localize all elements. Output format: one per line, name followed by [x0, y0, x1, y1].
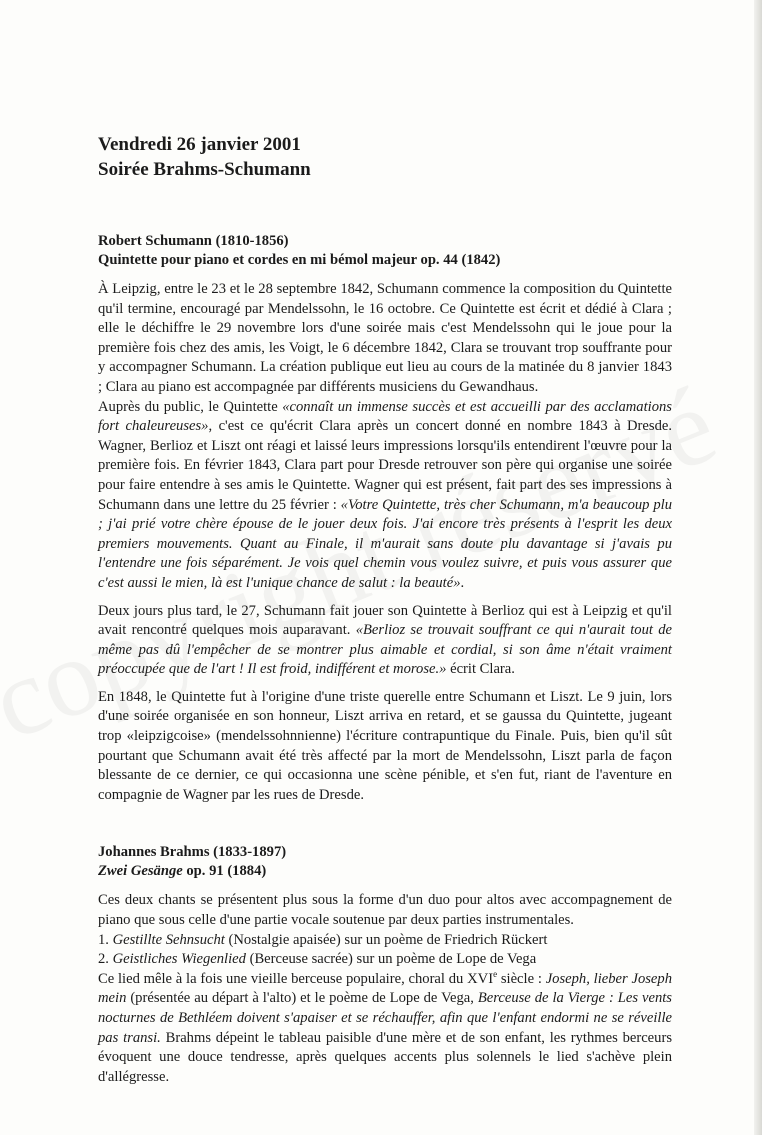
brahms-paragraph-1: Ces deux chants se présentent plus sous la forme d'un duo pour altos avec accompagnement de piano que sous celle d'une partie vocale soutenue par deux parties instrumentales.	[98, 892, 672, 929]
brahms-paragraph-2	[98, 970, 672, 1088]
brahms-section	[98, 843, 672, 1087]
quote-clara-berlioz: «Berlioz se trouvait souffrant ce qui n'aurait tout de même pas dû l'empêcher de se montrer plus aimable et cordial, si son âme n'était vraiment préoccupée que de l'art ! Il est froid, indifférent et morose.»	[98, 622, 672, 678]
schumann-section	[98, 232, 672, 805]
list-item	[98, 931, 672, 951]
page-edge	[754, 0, 762, 1135]
century-superscript: e	[493, 968, 498, 979]
list-number: 2.	[98, 951, 113, 968]
text-run: , c'est ce qu'écrit Clara après un concert donné en nombre 1843 à Dresde. Wagner, Berlioz et Liszt ont réagi et laissé leurs impressions lorsqu'ils entendirent l'œuvre pour la première fois. En février 1843, Clara part pour Dresde retrouver son père qui organise une soirée pour faire entendre à ses amis le Quintette. Wagner qui est présent, fait part des ses impressions à Schumann dans une lettre du 25 février :	[98, 418, 672, 513]
work-title: Zwei Gesänge	[98, 863, 183, 880]
program-notes	[98, 132, 672, 1087]
quote-clara: «connaît un immense succès et est accueilli par des acclamations fort chaleureuses»	[98, 398, 672, 435]
text-run: Auprès du public, le Quintette	[98, 398, 283, 415]
text-run: écrit Clara.	[446, 661, 515, 678]
text-run: Brahms dépeint le tableau paisible d'une mère et de son enfant, les rythmes berceurs évoquent une douce tendresse, après quelques accents plus solennels le lied s'achève plein d'allégresse.	[98, 1029, 672, 1085]
schumann-paragraph-4: En 1848, le Quintette fut à l'origine d'une triste querelle entre Schumann et Liszt. Le 9 juin, lors d'une soirée organisée en son honneur, Liszt arriva en retard, et se gaussa du Quintette, jugeant trop «leipzigcoise» (mendelssohnnienne) l'écriture contrapuntique du Finale. Puis, bien qu'il sût pourtant que Schumann avait été très affecté par la mort de Mendelssohn, Liszt parla de façon blessante de ce dernier, ce qui occasionna une scène pénible, et s'en fut, riant de l'aventure en compagnie de Wagner par les rues de Dresde.	[98, 688, 672, 803]
schumann-paragraph-2	[98, 398, 672, 594]
text-run: (présentée au départ à l'alto) et le poème de Lope de Vega,	[126, 990, 478, 1007]
list-number: 1.	[98, 931, 113, 948]
concert-date: Vendredi 26 janvier 2001	[98, 134, 301, 155]
quote-wagner: «Votre Quintette, très cher Schumann, m'a beaucoup plu ; j'ai prié votre chère épouse de le jouer deux fois. J'ai encore très présents à l'esprit les deux premiers mouvements. Quant au Finale, il m'aurait sans doute plu davantage si j'avais pu l'entendre une fois séparément. Je vois quel chemin vous voulez suivre, et puis vous assurer que c'est aussi le mien, là est l'unique chance de salut : la beauté»	[98, 496, 672, 591]
schumann-work-heading: Quintette pour piano et cordes en mi bémol majeur op. 44 (1842)	[98, 252, 501, 268]
concert-title: Soirée Brahms-Schumann	[98, 159, 311, 180]
song-title: Geistliches Wiegenlied	[112, 951, 246, 968]
schumann-paragraph-3	[98, 602, 672, 680]
choral-title: Joseph, lieber Joseph mein	[98, 970, 672, 1007]
text-run: .	[460, 574, 465, 591]
poem-quote: Berceuse de la Vierge : Les vents nocturnes de Bethléem doivent s'apaiser et se réchauffer, afin que l'enfant endormi ne se réveille pas transi.	[98, 990, 672, 1046]
text-run: (Nostalgie apaisée) sur un poème de Friedrich Rückert	[224, 931, 548, 948]
text-run: Deux jours plus tard, le 27, Schumann fait jouer son Quintette à Berlioz qui est à Leipzig et qu'il avait rencontré quelques mois auparavant.	[98, 602, 672, 639]
text-run: siècle :	[497, 970, 546, 987]
brahms-work-heading	[98, 862, 672, 881]
list-item	[98, 950, 672, 970]
work-opus: op. 91 (1884)	[182, 863, 267, 880]
song-title: Gestillte Sehnsucht	[112, 931, 225, 948]
schumann-paragraph-1: À Leipzig, entre le 23 et le 28 septembre 1842, Schumann commence la composition du Quintette qu'il termine, encouragé par Mendelssohn, le 16 octobre. Ce Quintette est écrit et dédié à Clara ; elle le déchiffre le 29 novembre lors d'une soirée mais c'est Mendelssohn qui le joue pour la première fois chez des amis, les Voigt, le 6 décembre 1842, Clara se trouvant trop souffrante pour y accompagner Schumann. La création publique eut lieu au cours de la matinée du 8 janvier 1843 ; Clara au piano est accompagnée par différents musiciens du Gewandhaus.	[98, 281, 672, 395]
text-run: Ce lied mêle à la fois une vieille berceuse populaire, choral du XVI	[98, 970, 494, 987]
brahms-composer-heading: Johannes Brahms (1833-1897)	[98, 844, 287, 861]
text-run: (Berceuse sacrée) sur un poème de Lope de Vega	[245, 951, 537, 968]
schumann-composer-heading: Robert Schumann (1810-1856)	[98, 233, 289, 249]
